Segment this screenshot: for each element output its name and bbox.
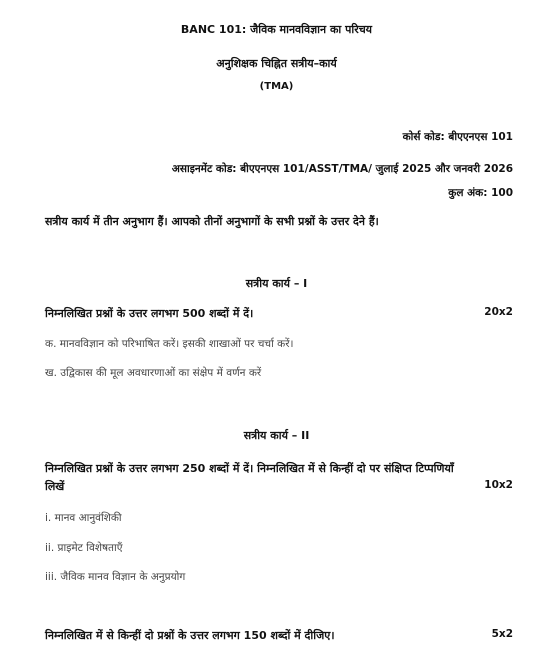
section-3-question: निम्नलिखित में से किन्हीं दो प्रश्नों के उत्तर लगभग 150 शब्दों में दीजिए। (45, 629, 335, 642)
course-code: कोर्स कोड: बीएएनएस 101 (402, 131, 513, 143)
section-2-item: iii. जैविक मानव विज्ञान के अनुप्रयोग (45, 571, 186, 583)
tma-label: (TMA) (259, 81, 294, 92)
assignment-title: अनुशिक्षक चिह्नित सत्रीय–कार्य (216, 57, 337, 70)
section-1-marks: 20x2 (484, 306, 513, 318)
assignment-code: असाइनमेंट कोड: बीएएनएस 101/ASST/TMA/ जुलाई 2025 और जनवरी 2026 (171, 163, 513, 175)
section-2-question: निम्नलिखित प्रश्नों के उत्तर लगभग 250 शब्दों में दें। निम्नलिखित में से किन्हीं दो पर संक्षिप्त टिप्पणियाँ (45, 462, 454, 475)
course-title: BANC 101: जैविक मानवविज्ञान का परिचय (180, 23, 373, 36)
section-2-title: सत्रीय कार्य – II (243, 429, 310, 442)
total-marks: कुल अंक: 100 (448, 187, 513, 199)
section-2-question-cont: लिखें (45, 480, 65, 493)
section-3-marks: 5x2 (491, 628, 513, 640)
section-1-item: ख. उद्विकास की मूल अवधारणाओं का संक्षेप में वर्णन करें (45, 367, 262, 379)
section-1-question: निम्नलिखित प्रश्नों के उत्तर लगभग 500 शब्दों में दें। (45, 307, 254, 320)
section-2-item: i. मानव आनुवंशिकी (45, 512, 122, 524)
section-1-title: सत्रीय कार्य – I (245, 277, 308, 290)
section-2-marks: 10x2 (484, 479, 513, 491)
section-1-item: क. मानवविज्ञान को परिभाषित करें। इसकी शाखाओं पर चर्चा करें। (45, 338, 294, 350)
section-2-item: ii. प्राइमेट विशेषताएँ (45, 542, 123, 554)
instructions: सत्रीय कार्य में तीन अनुभाग हैं। आपको तीनों अनुभागों के सभी प्रश्नों के उत्तर देने हैं। (45, 215, 379, 228)
